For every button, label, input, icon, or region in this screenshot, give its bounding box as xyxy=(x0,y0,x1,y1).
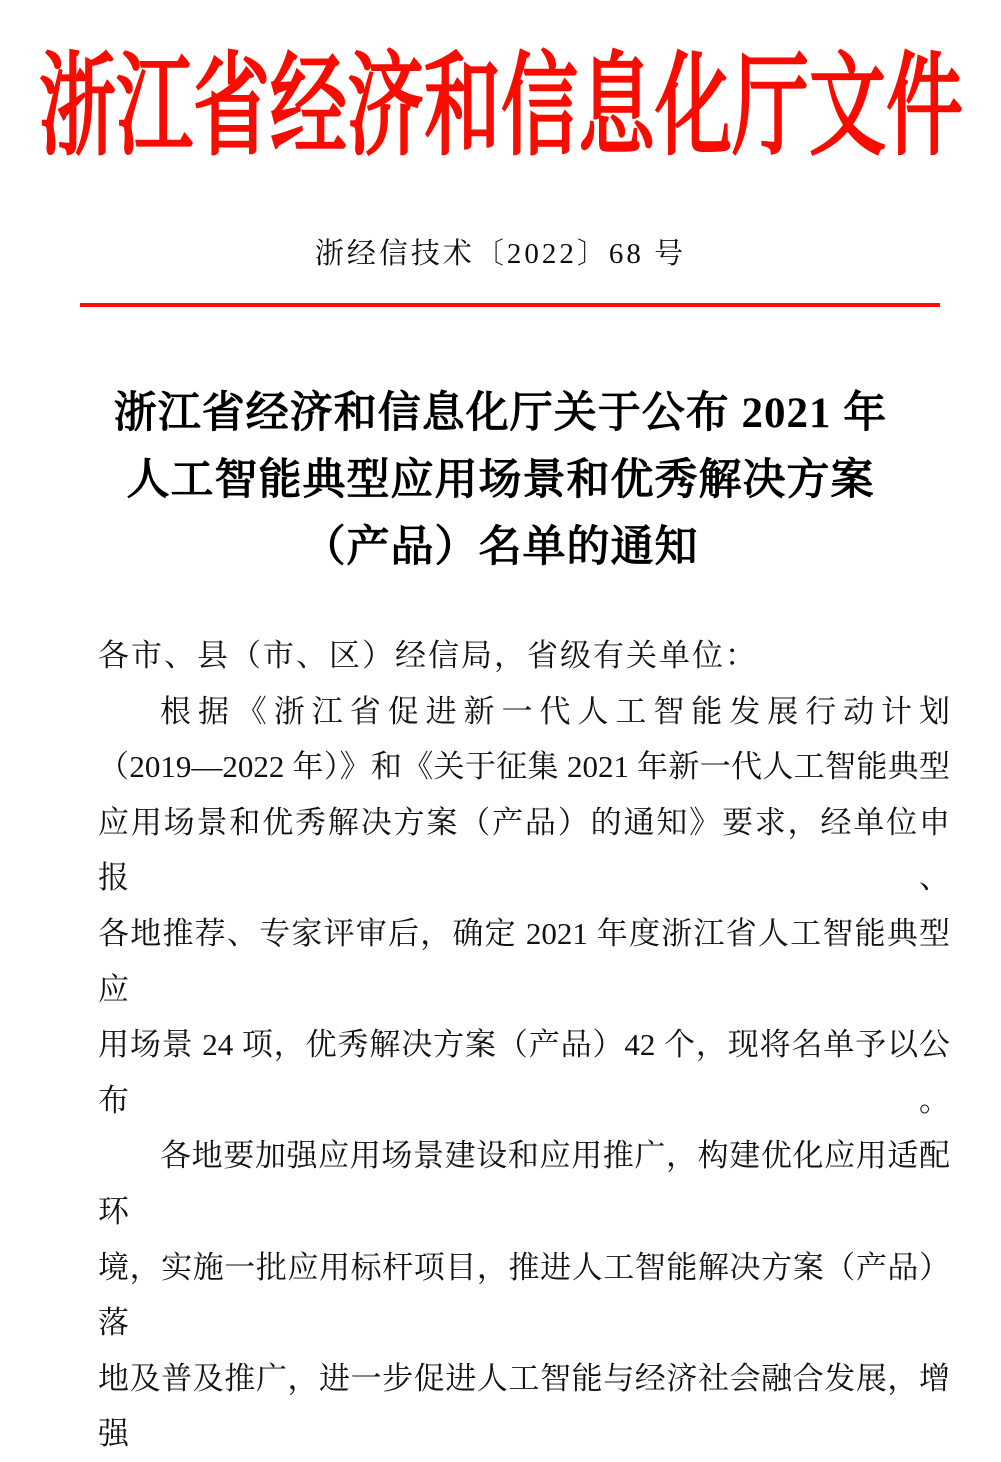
salutation-line: 各市、县（市、区）经信局，省级有关单位： xyxy=(98,638,758,673)
document-body xyxy=(98,628,950,1462)
paragraph1-line-4: 各地推荐、专家评审后，确定 2021 年度浙江省人工智能典型应 xyxy=(98,915,950,1007)
masthead-title: 浙江省经济和信息化厅文件 xyxy=(38,44,963,170)
document-title-line-3: （产品）名单的通知 xyxy=(302,524,699,571)
paragraph2-line-1: 各地要加强应用场景建设和应用推广，构建优化应用适配环 xyxy=(98,1138,950,1229)
red-separator-rule xyxy=(80,303,940,307)
document-title-line-1: 浙江省经济和信息化厅关于公布 2021 年 xyxy=(113,390,888,437)
paragraph1-line-3: 应用场景和优秀解决方案（产品）的通知》要求，经单位申报、 xyxy=(98,804,950,896)
document-masthead xyxy=(0,44,1001,170)
paragraph1-line-1: 根据《浙江省促进新一代人工智能发展行动计划 xyxy=(160,693,950,729)
paragraph2-line-3: 地及普及推广，进一步促进人工智能与经济社会融合发展，增强 xyxy=(98,1360,950,1452)
paragraph1-line-2: （2019—2022 年）》和《关于征集 2021 年新一代人工智能典型 xyxy=(98,749,950,785)
paragraph1-line-5: 用场景 24 项，优秀解决方案（产品）42 个，现将名单予以公布。 xyxy=(98,1027,950,1118)
document-title-line-2: 人工智能典型应用场景和优秀解决方案 xyxy=(126,457,875,504)
document-number: 浙经信技术〔2022〕68 号 xyxy=(314,238,687,270)
document-title xyxy=(0,380,1001,581)
paragraph2-line-2: 境，实施一批应用标杆项目，推进人工智能解决方案（产品）落 xyxy=(98,1249,950,1341)
